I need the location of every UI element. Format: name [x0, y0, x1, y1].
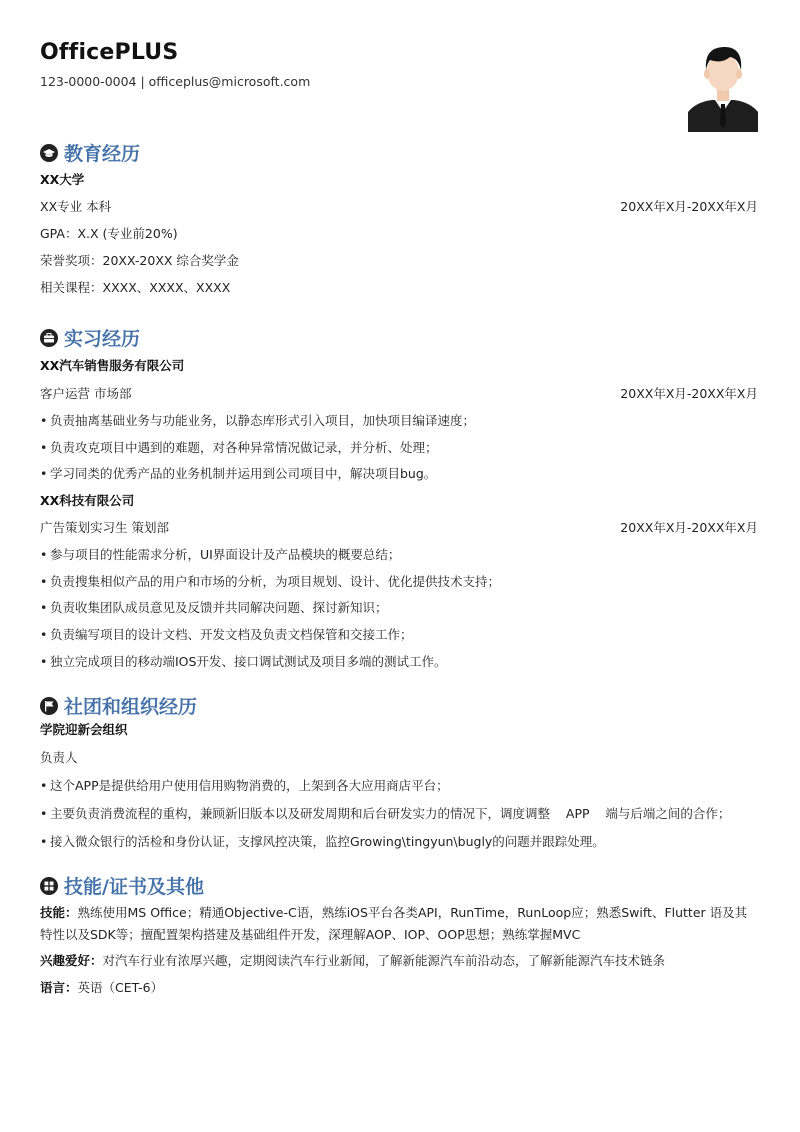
skills-text: 熟练使用MS Office；精通Objective-C语，熟练iOS平台各类API，RunTime，RunLoop应；熟悉Swift、Flutter 语及其特性以及SDK等；擅配置架构搭建及基础组件开发，深理解AOP、IOP、OOP思想；熟练掌握MVC — [40, 905, 748, 942]
list-item: • 接入微众银行的活检和身份认证，支撑风控决策，监控Growing\tingyun\bugly的问题并跟踪处理。 — [40, 834, 758, 850]
language-text: 英语（CET-6） — [77, 980, 164, 995]
school-name: XX大学 — [40, 172, 85, 187]
honors: 荣誉奖项：20XX-20XX 综合奖学金 — [40, 253, 239, 268]
list-item: • 学习同类的优秀产品的业务机制并运用到公司项目中，解决项目bug。 — [40, 466, 758, 482]
list-item: • 负责抽离基础业务与功能业务，以静态库形式引入项目，加快项目编译速度； — [40, 413, 758, 429]
courses: 相关课程：XXXX、XXXX、XXXX — [40, 280, 231, 295]
contact-info: 123-0000-0004 | officeplus@microsoft.com — [40, 74, 311, 89]
gpa: GPA：X.X (专业前20%) — [40, 226, 178, 241]
company-name: XX科技有限公司 — [40, 493, 135, 508]
section-title: 技能/证书及其他 — [64, 876, 204, 898]
language-label: 语言： — [40, 980, 78, 995]
list-item: • 独立完成项目的移动端IOS开发、接口调试测试及项目多端的测试工作。 — [40, 654, 758, 670]
education-date: 20XX年X月-20XX年X月 — [620, 199, 758, 214]
list-item: • 这个APP是提供给用户使用信用购物消费的，上架到各大应用商店平台； — [40, 778, 758, 794]
job-date: 20XX年X月-20XX年X月 — [620, 386, 758, 401]
section-title: 社团和组织经历 — [64, 696, 198, 718]
list-item: • 负责收集团队成员意见及反馈并共同解决问题、探讨新知识； — [40, 600, 758, 616]
section-title: 实习经历 — [64, 328, 141, 350]
job-date: 20XX年X月-20XX年X月 — [620, 520, 758, 535]
section-education — [40, 139, 140, 166]
major: XX专业 本科 — [40, 199, 112, 214]
list-item: • 主要负责消费流程的重构，兼顾新旧版本以及研发周期和后台研发实力的情况下，调度调整 APP 端与后端之间的合作； — [40, 806, 758, 822]
graduation-cap-icon — [40, 144, 58, 162]
job-role: 客户运营 市场部 — [40, 386, 132, 401]
avatar — [688, 40, 758, 132]
avatar-illustration — [688, 40, 758, 132]
hobby-label: 兴趣爱好： — [40, 953, 103, 968]
company-name: XX汽车销售服务有限公司 — [40, 358, 185, 373]
section-skills — [40, 872, 204, 899]
list-item: • 负责攻克项目中遇到的难题，对各种异常情况做记录，并分析、处理； — [40, 440, 758, 456]
skills-line — [40, 902, 758, 946]
section-title: 教育经历 — [64, 143, 141, 165]
skills-label: 技能： — [40, 905, 78, 920]
job-role: 广告策划实习生 策划部 — [40, 520, 169, 535]
org-name: 学院迎新会组织 — [40, 722, 128, 737]
candidate-name: OfficePLUS — [40, 40, 179, 65]
list-item: • 参与项目的性能需求分析，UI界面设计及产品模块的概要总结； — [40, 547, 758, 563]
org-role: 负责人 — [40, 750, 78, 765]
section-club — [40, 692, 197, 719]
list-item: • 负责搜集相似产品的用户和市场的分析，为项目规划、设计、优化提供技术支持； — [40, 574, 758, 590]
language-line — [40, 980, 758, 996]
briefcase-icon — [40, 329, 58, 347]
hobby-line — [40, 953, 758, 969]
grid-icon — [40, 877, 58, 895]
hobby-text: 对汽车行业有浓厚兴趣，定期阅读汽车行业新闻，了解新能源汽车前沿动态，了解新能源汽车技术链条 — [102, 953, 666, 968]
section-internship — [40, 324, 140, 351]
list-item: • 负责编写项目的设计文档、开发文档及负责文档保管和交接工作； — [40, 627, 758, 643]
flag-icon — [40, 697, 58, 715]
